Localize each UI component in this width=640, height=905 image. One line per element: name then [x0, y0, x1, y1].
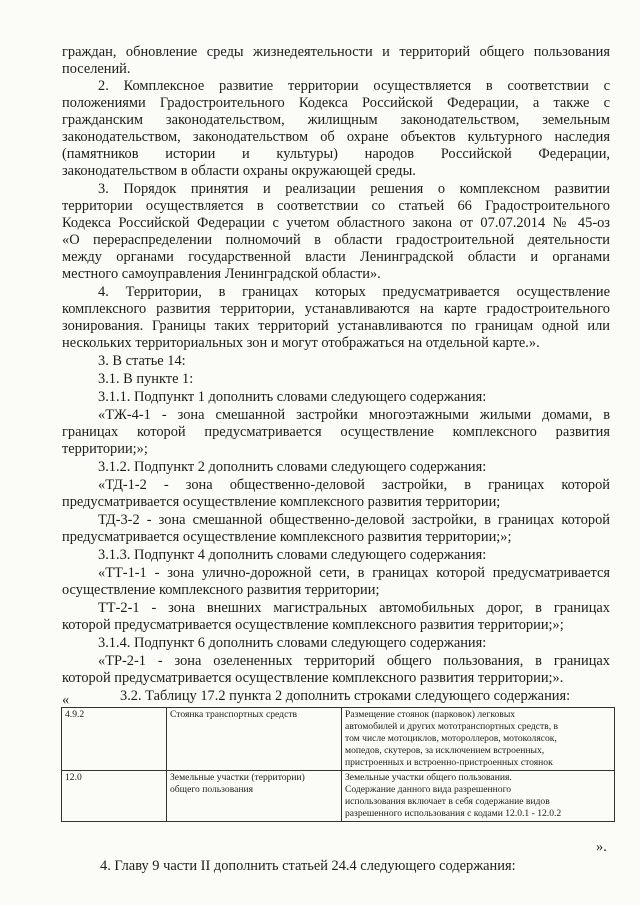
- cell-line: Содержание данного вида разрешенного: [345, 784, 512, 795]
- table-row: [62, 771, 615, 822]
- text-line: комплексного развития территории, устанавливаются на карте градостроительного: [62, 301, 610, 317]
- text-line: положениями Градостроительного Кодекса Российской Федерации, а также с: [62, 95, 610, 111]
- table-row: [62, 708, 615, 771]
- text-line: 4. Территории, в границах которых предусматривается осуществление: [98, 284, 610, 300]
- text-line: осуществление комплексного развития территории;: [62, 582, 380, 598]
- text-line: которой предусматривается осуществление комплексного развития территории;».: [62, 670, 564, 686]
- cell-line: Земельные участки общего пользования.: [345, 772, 512, 783]
- text-line: зонирования. Границы таких территорий устанавливаются по границам одной или: [62, 318, 610, 334]
- text-line: нескольких территориальных зон и могут отображаться на отдельной карте.».: [62, 335, 540, 351]
- text-line: 3. Порядок принятия и реализации решения о комплексном развитии: [98, 181, 610, 197]
- text-line: местного самоуправления Ленинградской области».: [62, 266, 381, 282]
- text-line: между органами государственной власти Ленинградской области и органами: [62, 249, 610, 265]
- text-line: 3.1.3. Подпункт 4 дополнить словами следующего содержания:: [98, 547, 487, 563]
- table-cell-code: 4.9.2: [62, 708, 167, 771]
- text-line: законодательством, законодательством об охране объектов культурного наследия: [62, 129, 610, 145]
- cell-line: Земельные участки (территории): [170, 772, 305, 783]
- table-cell-description: [342, 771, 615, 822]
- text-line: 3.1.2. Подпункт 2 дополнить словами следующего содержания:: [98, 459, 487, 475]
- text-line: «ТЖ-4-1 - зона смешанной застройки многоэтажными жилыми домами, в: [98, 407, 610, 423]
- text-line: ТТ-2-1 - зона внешних магистральных автомобильных дорог, в границах: [98, 600, 610, 616]
- text-line: границах которой предусматривается осуществление комплексного развития: [62, 424, 610, 440]
- cell-line: разрешенного использования с кодами 12.0.1 - 12.0.2: [345, 808, 562, 819]
- text-line: законодательством в области охраны окружающей среды.: [62, 163, 416, 179]
- cell-line: пристроенных и встроенно-пристроенных стоянок: [345, 757, 553, 768]
- text-line: предусматривается осуществление комплексного развития территории;: [62, 494, 501, 510]
- cell-line: использования включает в себя содержание видов: [345, 796, 550, 807]
- table-cell-code: 12.0: [62, 771, 167, 822]
- cell-line: Размещение стоянок (парковок) легковых: [345, 709, 516, 720]
- text-line: «ТТ-1-1 - зона улично-дорожной сети, в границах которой предусматривается: [98, 565, 610, 581]
- text-line: территории осуществляется в соответствии со статьей 66 Градостроительного: [62, 198, 610, 214]
- text-line: «О перераспределении полномочий в области градостроительной деятельности: [62, 232, 610, 248]
- text-line: которой предусматривается осуществление комплексного развития территории;»;: [62, 617, 564, 633]
- text-line: 3.2. Таблицу 17.2 пункта 2 дополнить строками следующего содержания:: [120, 688, 571, 704]
- quote-open-mark: «: [62, 692, 70, 708]
- text-line: предусматривается осуществление комплексного развития территории;»;: [62, 529, 512, 545]
- text-line: Кодекса Российской Федерации с учетом областного закона от 07.07.2014 № 45-оз: [62, 215, 610, 231]
- text-line: «ТР-2-1 - зона озелененных территорий общего пользования, в границах: [98, 653, 610, 669]
- text-line: поселений.: [62, 61, 131, 77]
- text-line: 2. Комплексное развитие территории осуществляется в соответствии с: [98, 78, 610, 94]
- text-line: ТД-3-2 - зона смешанной общественно-деловой застройки, в границах которой: [98, 512, 610, 528]
- cell-line: том числе мотоциклов, мотороллеров, мотоколясок,: [345, 733, 557, 744]
- text-line: «ТД-1-2 - зона общественно-деловой застройки, в границах которой: [98, 477, 610, 493]
- cell-line: автомобилей и других мототранспортных средств, в: [345, 721, 559, 732]
- text-line: гражданским законодательством, жилищным законодательством, земельным: [62, 112, 610, 128]
- land-use-table: [61, 707, 615, 822]
- text-line: 4. Главу 9 части II дополнить статьей 24.4 следующего содержания:: [100, 858, 516, 874]
- table-cell-name: [167, 708, 342, 771]
- text-line: 3.1. В пункте 1:: [98, 371, 194, 387]
- text-line: (памятников истории и культуры) народов Российской Федерации,: [62, 146, 610, 162]
- table-cell-name: [167, 771, 342, 822]
- cell-line: общего пользования: [170, 784, 254, 795]
- text-line: 3.1.4. Подпункт 6 дополнить словами следующего содержания:: [98, 635, 487, 651]
- text-line: территории;»;: [62, 441, 148, 457]
- table-cell-description: [342, 708, 615, 771]
- text-line: 3. В статье 14:: [98, 353, 186, 369]
- cell-line: Стоянка транспортных средств: [170, 709, 298, 720]
- cell-line: мопедов, скутеров, за исключением встроенных,: [345, 745, 545, 756]
- text-line: граждан, обновление среды жизнедеятельности и территорий общего пользования: [62, 44, 610, 60]
- quote-close-mark: ».: [596, 839, 607, 855]
- text-line: 3.1.1. Подпункт 1 дополнить словами следующего содержания:: [98, 389, 487, 405]
